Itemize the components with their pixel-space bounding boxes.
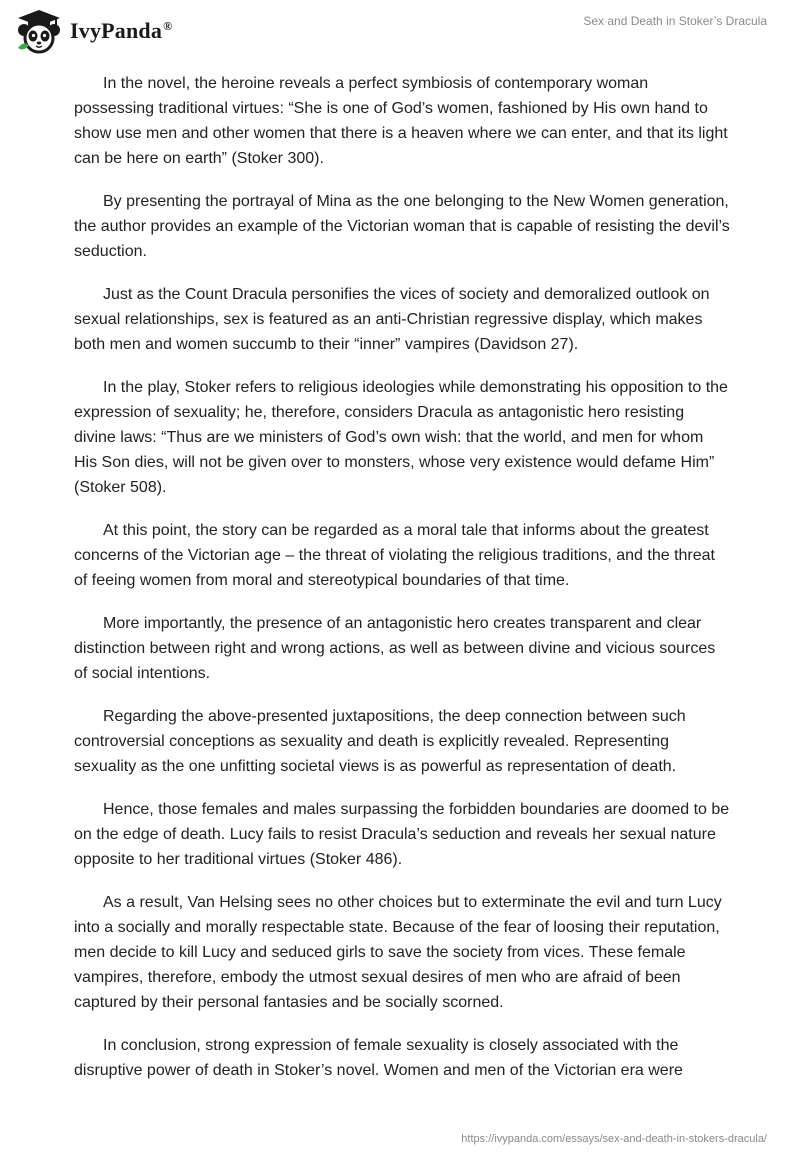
paragraph: Just as the Count Dracula personifies the vices of society and demoralized outlook on sexual relationships, sex is featured as an anti-Christian regressive display, which makes both men and women succumb to their “inner” vampires (Davidson 27). <box>74 286 710 353</box>
document-title: Sex and Death in Stoker’s Dracula <box>583 14 767 28</box>
source-url[interactable]: https://ivypanda.com/essays/sex-and-death-in-stokers-dracula/ <box>461 1133 767 1145</box>
page-header <box>0 0 800 70</box>
registered-mark: ® <box>163 18 173 33</box>
panda-logo-icon <box>14 8 64 54</box>
paragraph: More importantly, the presence of an antagonistic hero creates transparent and clear distinction between right and wrong actions, as well as between divine and vicious sources of social intentions. <box>74 615 716 682</box>
paragraph: Regarding the above-presented juxtapositions, the deep connection between such controversial conceptions as sexuality and death is explicitly revealed. Representing sexuality as the one unfitting societal views is as powerful as representation of death. <box>74 708 686 775</box>
paragraph: Hence, those females and males surpassing the forbidden boundaries are doomed to be on the edge of death. Lucy fails to resist Dracula’s seduction and reveals her sexual nature opposite to her traditional virtues (Stoker 486). <box>74 801 730 868</box>
logo[interactable] <box>14 8 172 54</box>
paragraph: As a result, Van Helsing sees no other choices but to exterminate the evil and turn Lucy into a socially and morally respectable state. Because of the fear of loosing their reputation, men decide to kill Lucy and seduced girls to save the society from vices. These female vampires, therefore, embody the utmost sexual desires of men who are afraid of been captured by their personal fantasies and be socially scorned. <box>74 894 722 1011</box>
paragraph: In conclusion, strong expression of female sexuality is closely associated with the disruptive power of death in Stoker’s novel. Women and men of the Victorian era were <box>74 1037 683 1079</box>
paragraph: In the play, Stoker refers to religious ideologies while demonstrating his opposition to the expression of sexuality; he, therefore, considers Dracula as antagonistic hero resisting divine laws: “Thus are we ministers of God’s own wish: that the world, and men for whom His Son dies, will not be given over to monsters, whose very existence would defame Him” (Stoker 508). <box>74 379 728 496</box>
paragraph: In the novel, the heroine reveals a perfect symbiosis of contemporary woman possessing traditional virtues: “She is one of God’s women, fashioned by His own hand to show use men and other women that there is a heaven where we can enter, and that its light can be here on earth” (Stoker 300). <box>74 75 728 167</box>
logo-text: IvyPanda® <box>70 18 173 43</box>
paragraph: At this point, the story can be regarded as a moral tale that informs about the greatest concerns of the Victorian age – the threat of violating the religious traditions, and the threat of feeing women from moral and stereotypical boundaries of that time. <box>74 522 715 589</box>
paragraph: By presenting the portrayal of Mina as the one belonging to the New Women generation, the author provides an example of the Victorian woman that is capable of resisting the devil’s seduction. <box>74 193 730 260</box>
essay-body <box>74 71 730 1101</box>
